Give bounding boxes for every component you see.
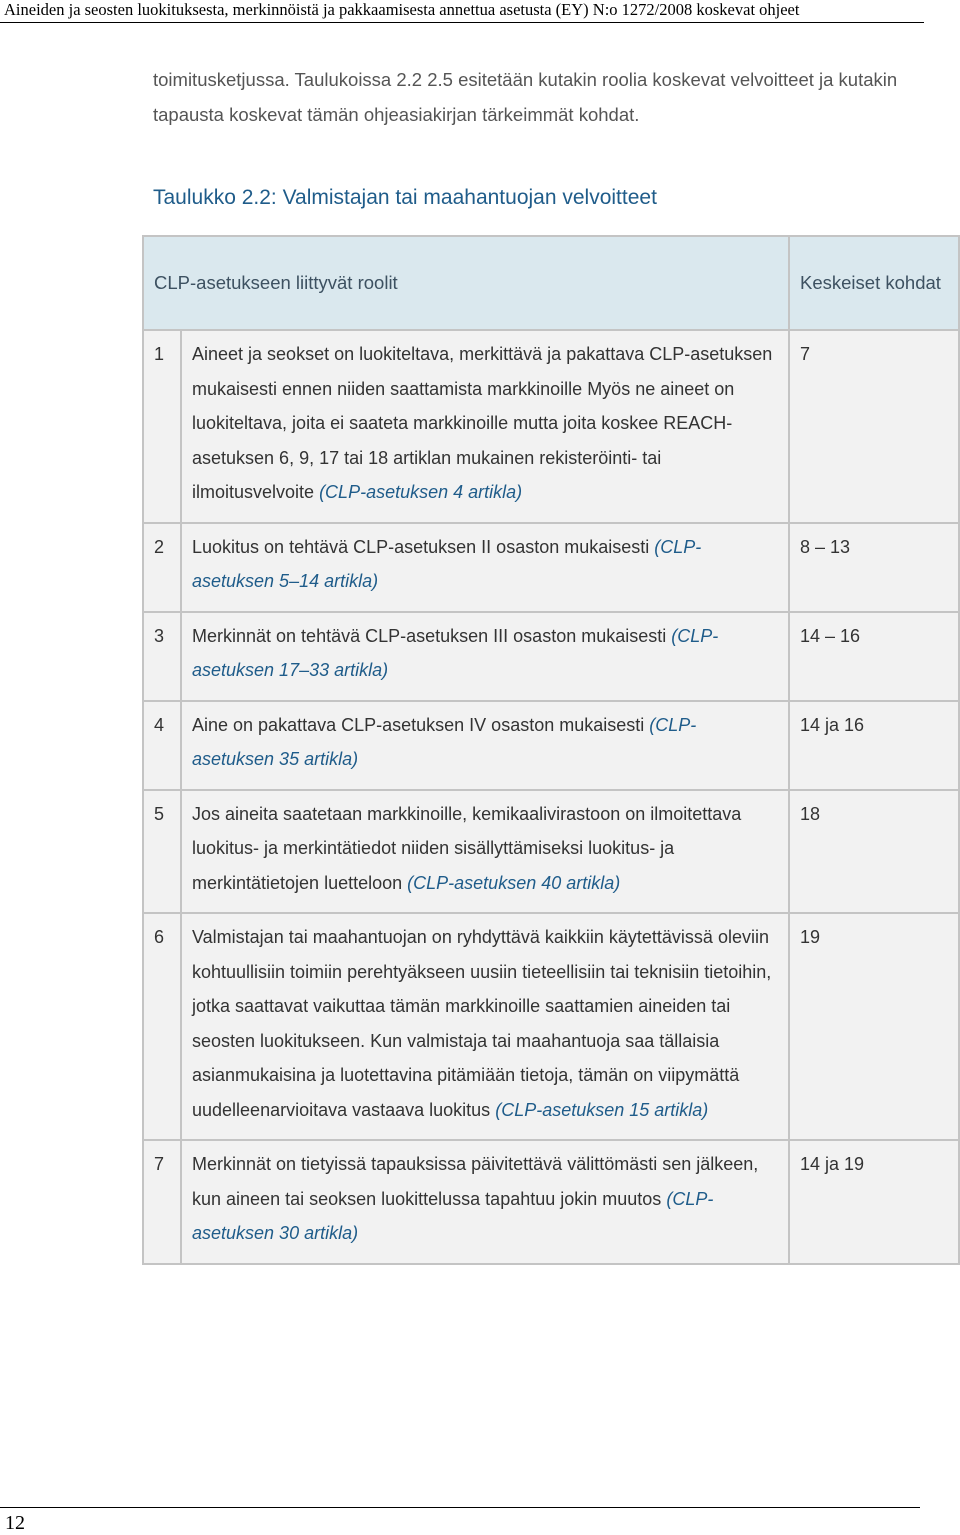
table-row bbox=[143, 330, 959, 523]
table-row bbox=[143, 790, 959, 914]
row-obligation bbox=[181, 523, 789, 612]
table-title: Taulukko 2.2: Valmistajan tai maahantuojan velvoitteet bbox=[153, 186, 657, 209]
row-obligation bbox=[181, 1140, 789, 1264]
row-number: 2 bbox=[143, 523, 181, 612]
table-row bbox=[143, 913, 959, 1140]
footer-rule bbox=[0, 1507, 920, 1508]
obligation-text: Aineet ja seokset on luokiteltava, merkittävä ja pakattava CLP-asetuksen mukaisesti ennen niiden saattamista markkinoille Myös ne aineet on luokiteltava, joita ei saateta markkinoille mutta joita koskee REACH-asetuksen 6, 9, 17 tai 18 artiklan mukainen rekisteröinti- tai ilmoitusvelvoite bbox=[192, 344, 773, 502]
table-row bbox=[143, 612, 959, 701]
article-reference: (CLP-asetuksen 17–33 artikla) bbox=[192, 625, 719, 680]
header-key-sections: Keskeiset kohdat bbox=[789, 236, 959, 330]
row-number: 7 bbox=[143, 1140, 181, 1264]
row-obligation bbox=[181, 330, 789, 523]
row-number: 1 bbox=[143, 330, 181, 523]
article-reference: (CLP-asetuksen 4 artikla) bbox=[319, 482, 523, 502]
table-header-row bbox=[143, 236, 959, 330]
row-number: 5 bbox=[143, 790, 181, 914]
row-number: 3 bbox=[143, 612, 181, 701]
table-row bbox=[143, 1140, 959, 1264]
row-obligation bbox=[181, 612, 789, 701]
table-row bbox=[143, 701, 959, 790]
obligation-text: Merkinnät on tietyissä tapauksissa päivitettävä välittömästi sen jälkeen, kun aineen tai seoksen luokittelussa tapahtuu jokin muutos bbox=[192, 1154, 759, 1209]
page-number: 12 bbox=[5, 1512, 25, 1534]
row-key-sections: 14 ja 19 bbox=[789, 1140, 959, 1264]
row-key-sections: 7 bbox=[789, 330, 959, 523]
article-reference: (CLP-asetuksen 35 artikla) bbox=[192, 714, 697, 769]
row-key-sections: 19 bbox=[789, 913, 959, 1140]
article-reference: (CLP-asetuksen 5–14 artikla) bbox=[192, 536, 702, 591]
running-header: Aineiden ja seosten luokituksesta, merkinnöistä ja pakkaamisesta annettua asetusta (EY) N:o 1272/2008 koskevat ohjeet bbox=[0, 0, 924, 23]
header-roles: CLP-asetukseen liittyvät roolit bbox=[143, 236, 789, 330]
obligation-text: Aine on pakattava CLP-asetuksen IV osaston mukaisesti bbox=[192, 714, 645, 735]
row-key-sections: 8 – 13 bbox=[789, 523, 959, 612]
row-key-sections: 14 – 16 bbox=[789, 612, 959, 701]
obligation-text: Jos aineita saatetaan markkinoille, kemikaalivirastoon on ilmoitettava luokitus- ja merkintätiedot niiden sisällyttämiseksi luokitus- ja merkintätietojen luetteloon bbox=[192, 803, 742, 893]
row-number: 6 bbox=[143, 913, 181, 1140]
row-key-sections: 18 bbox=[789, 790, 959, 914]
article-reference: (CLP-asetuksen 40 artikla) bbox=[407, 872, 621, 893]
article-reference: (CLP-asetuksen 15 artikla) bbox=[495, 1099, 709, 1120]
obligations-table bbox=[142, 235, 960, 1265]
row-obligation bbox=[181, 913, 789, 1140]
obligation-text: Luokitus on tehtävä CLP-asetuksen II osaston mukaisesti bbox=[192, 536, 650, 557]
row-obligation bbox=[181, 790, 789, 914]
row-key-sections: 14 ja 16 bbox=[789, 701, 959, 790]
intro-paragraph: toimitusketjussa. Taulukoissa 2.2 2.5 esitetään kutakin roolia koskevat velvoitteet ja kutakin tapausta koskevat tämän ohjeasiakirjan tärkeimmät kohdat. bbox=[153, 69, 898, 125]
obligation-text: Valmistajan tai maahantuojan on ryhdyttävä kaikkiin käytettävissä oleviin kohtuullisiin toimiin perehtyäkseen uusiin tieteellisiin tai teknisiin tietoihin, jotka saattavat vaikuttaa tämän markkinoille saattamien aineiden tai seosten luokitukseen. Kun valmistaja tai maahantuoja saa tällaisia asianmukaisina ja luotettavina pitämiään tietoja, tämän on viipymättä uudelleenarvioitava vastaava luokitus bbox=[192, 927, 772, 1120]
row-number: 4 bbox=[143, 701, 181, 790]
table-row bbox=[143, 523, 959, 612]
obligation-text: Merkinnät on tehtävä CLP-asetuksen III osaston mukaisesti bbox=[192, 625, 667, 646]
article-reference: (CLP-asetuksen 30 artikla) bbox=[192, 1188, 714, 1243]
row-obligation bbox=[181, 701, 789, 790]
